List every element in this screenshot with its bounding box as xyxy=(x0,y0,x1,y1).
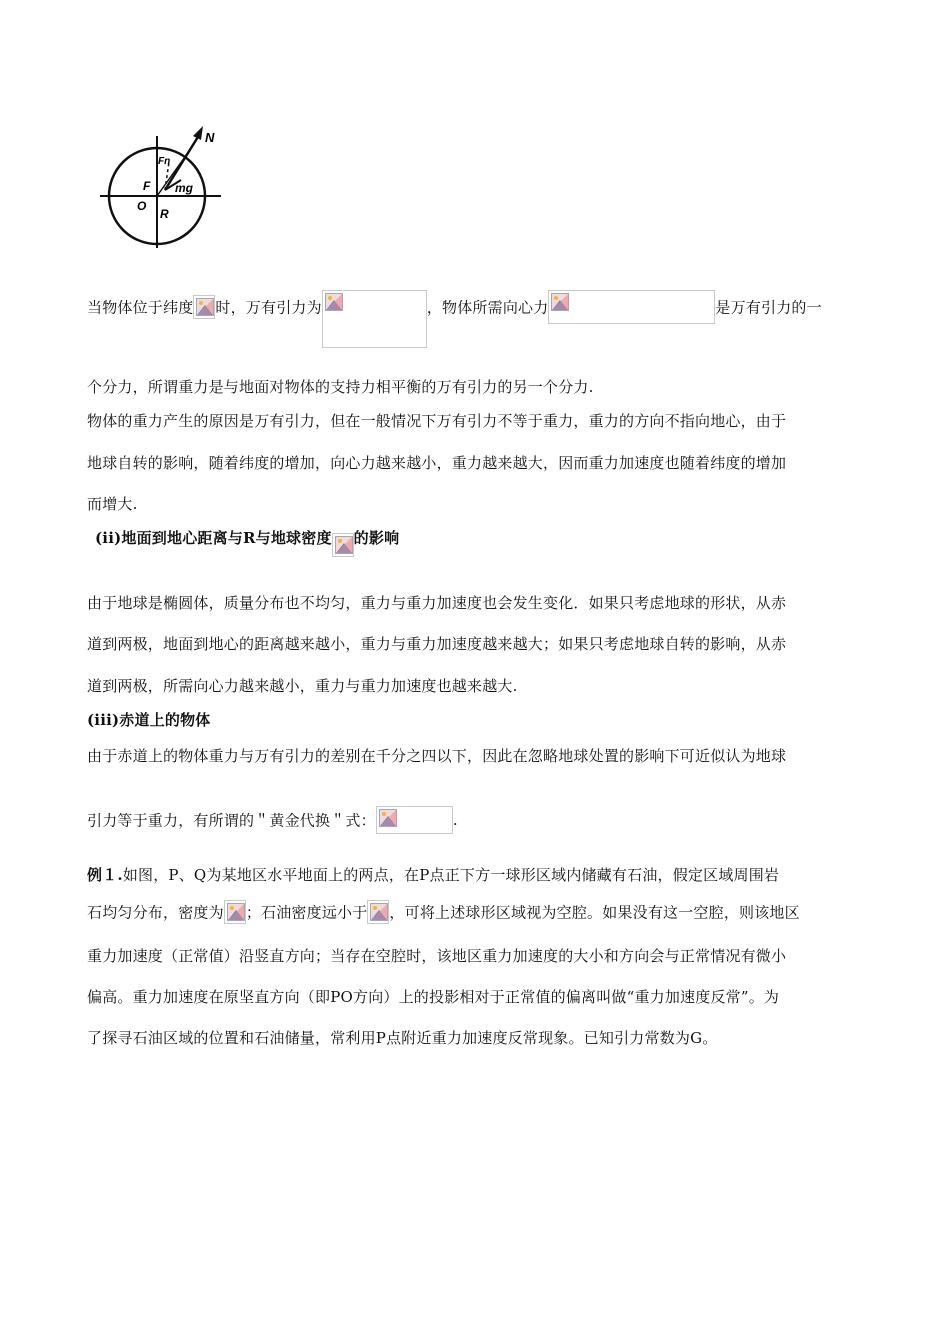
golden-substitution-formula-image xyxy=(376,806,453,834)
paragraph-4-line-3: 道到两极，所需向心力越来越小，重力与重力加速度也越来越大. xyxy=(87,677,518,695)
broken-image-icon xyxy=(551,293,569,311)
section-heading-ii xyxy=(95,527,873,557)
example-1-text-l2b: ；石油密度远小于 xyxy=(245,903,368,922)
paragraph-3-line-2: 地球自转的影响，随着纬度的增加，向心力越来越小，重力越来越大，因而重力加速度也随着纬度的增加 xyxy=(87,454,787,472)
example-1-text-l2c: ，可将上述球形区域视为空腔。如果没有这一空腔，则该地区 xyxy=(389,903,800,922)
paragraph-4-line-1: 由于地球是椭圆体，质量分布也不均匀，重力与重力加速度也会发生变化．如果只考虑地球的形状，从赤 xyxy=(87,594,787,612)
broken-image-icon xyxy=(370,903,388,921)
example-1-text-l2a: 石均匀分布，密度为 xyxy=(87,903,224,922)
example-1-line-4: 偏高。重力加速度在原坚直方向（即PO方向）上的投影相对于正常值的偏离叫做“重力加速度反常”。为 xyxy=(87,988,780,1006)
paragraph-1-line-1 xyxy=(87,290,865,348)
p5-text-b: . xyxy=(452,811,458,829)
label-mg: mg xyxy=(175,181,193,195)
example-1-line-5: 了探寻石油区域的位置和石油储量，常利用P点附近重力加速度反常现象。已知引力常数为G。 xyxy=(87,1029,718,1047)
gravitation-formula-image xyxy=(322,290,427,348)
broken-image-icon xyxy=(379,809,397,827)
heading-ii-text-b: 的影响 xyxy=(353,529,400,547)
paragraph-4-line-2: 道到两极，地面到地心的距离越来越小，重力与重力加速度越来越大；如果只考虑地球自转的影响，从赤 xyxy=(87,635,787,653)
broken-image-icon xyxy=(335,536,353,554)
broken-image-icon xyxy=(227,903,245,921)
label-f: F xyxy=(143,179,151,193)
earth-force-diagram xyxy=(95,118,245,258)
paragraph-5-line-1: 由于赤道上的物体重力与万有引力的差别在千分之四以下，因此在忽略地球处置的影响下可近似认为地球 xyxy=(87,747,787,765)
paragraph-3-line-3: 而增大. xyxy=(87,495,138,513)
example-label: 例１. xyxy=(87,866,123,884)
broken-image-icon xyxy=(196,298,214,316)
label-n: N xyxy=(205,130,215,145)
p1-text-b: 时，万有引力为 xyxy=(215,298,322,317)
broken-image-icon xyxy=(325,293,343,311)
rock-density-symbol-image xyxy=(224,900,246,924)
example-1-line-2 xyxy=(87,900,865,924)
p1-text-d: 是万有引力的一 xyxy=(715,298,822,317)
centripetal-formula-image xyxy=(548,290,715,324)
rock-density-symbol-image-2 xyxy=(367,900,389,924)
density-symbol-image xyxy=(332,533,354,557)
example-1-line-1 xyxy=(87,864,865,885)
latitude-formula-image xyxy=(193,295,215,319)
p1-text-c: ，物体所需向心力 xyxy=(426,298,549,317)
example-1-line-3: 重力加速度（正常值）沿竖直方向；当存在空腔时，该地区重力加速度的大小和方向会与正常情况有微小 xyxy=(87,947,787,965)
label-fn: Fn xyxy=(158,156,171,167)
paragraph-5-line-2 xyxy=(87,806,865,834)
section-heading-iii: (iii)赤道上的物体 xyxy=(87,711,211,729)
example-1-text-l1: 如图，P、Q为某地区水平地面上的两点，在P点正下方一球形区域内储藏有石油，假定区域周围岩 xyxy=(122,866,780,884)
n-arrowhead xyxy=(193,126,203,140)
paragraph-2: 个分力，所谓重力是与地面对物体的支持力相平衡的万有引力的另一个分力. xyxy=(87,378,594,396)
label-r: R xyxy=(160,207,169,221)
p1-text-a: 当物体位于纬度 xyxy=(87,298,194,317)
p5-text-a: 引力等于重力，有所谓的＂黄金代换＂式： xyxy=(87,811,376,830)
heading-ii-text-a: (ii)地面到地心距离与R与地球密度 xyxy=(95,529,332,547)
paragraph-3-line-1: 物体的重力产生的原因是万有引力，但在一般情况下万有引力不等于重力，重力的方向不指向地心，由于 xyxy=(87,412,787,430)
label-o: O xyxy=(137,199,147,213)
